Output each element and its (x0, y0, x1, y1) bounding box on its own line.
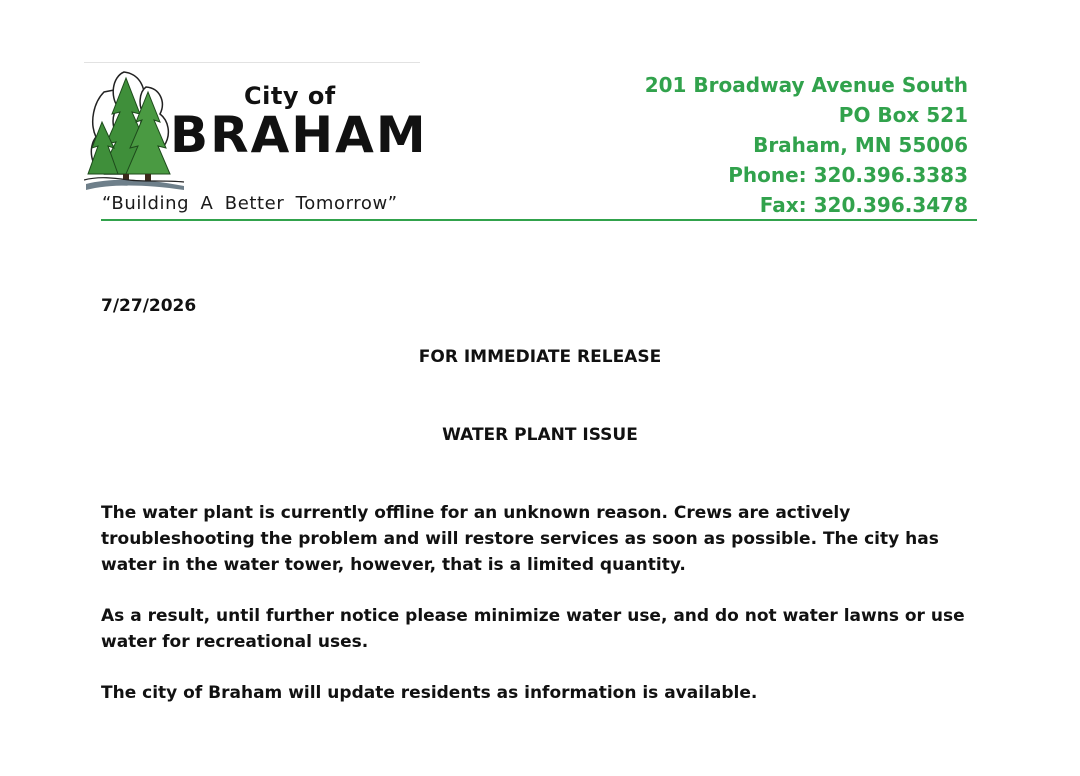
logo-tagline: “Building A Better Tomorrow” (102, 193, 398, 214)
release-label: FOR IMMEDIATE RELEASE (418, 347, 662, 367)
body-paragraph-1: The water plant is currently offline for an unknown reason. Crews are actively troubleshooting the problem and will restore services as soon as possible. The city has water in the water tower, however, that is a limited quantity. (101, 503, 939, 575)
body-paragraph-3: The city of Braham will update residents as information is available. (101, 683, 758, 703)
letterhead-address (645, 70, 968, 220)
address-phone: Phone: 320.396.3383 (728, 163, 968, 187)
address-fax: Fax: 320.396.3478 (759, 193, 968, 217)
document-date: 7/27/2026 (101, 296, 197, 316)
address-city-state-zip: Braham, MN 55006 (753, 133, 968, 157)
body-paragraph-2: As a result, until further notice please minimize water use, and do not water lawns or use water for recreational uses. (101, 606, 965, 652)
letterhead-divider (101, 219, 977, 221)
address-street: 201 Broadway Avenue South (644, 73, 968, 97)
logo-city-name: BRAHAM (170, 106, 428, 164)
logo-city-of-text: City of (244, 82, 336, 110)
city-logo (84, 62, 428, 222)
document-headline: WATER PLANT ISSUE (442, 425, 638, 445)
address-po-box: PO Box 521 (838, 103, 968, 127)
